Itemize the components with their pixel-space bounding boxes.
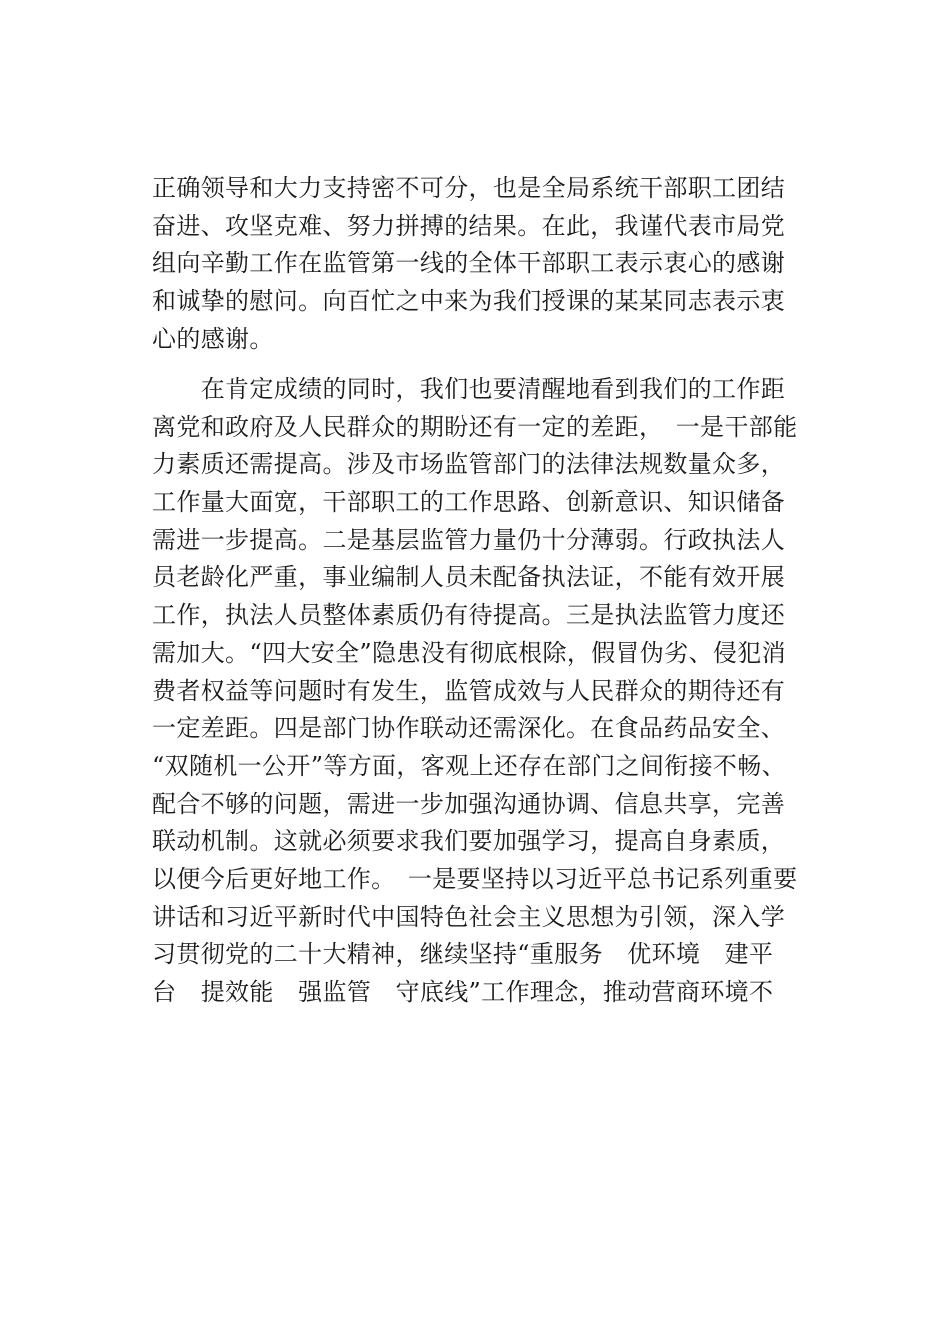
text-line: 工作，执法人员整体素质仍有待提高。三是执法监管力度还 (152, 601, 786, 630)
text-line: 员老龄化严重，事业编制人员未配备执法证，不能有效开展 (152, 563, 786, 592)
text-line: 工作量大面宽，干部职工的工作思路、创新意识、知识储备 (152, 488, 786, 517)
paragraph-2 (152, 371, 824, 1012)
text-line: “双随机一公开”等方面，客观上还存在部门之间衔接不畅、 (152, 751, 786, 780)
text-line: 费者权益等问题时有发生，监管成效与人民群众的期待还有 (152, 676, 786, 705)
text-line: 联动机制。这就必须要求我们要加强学习，提高自身素质， (152, 827, 786, 856)
text-line: 心的感谢。 (152, 324, 274, 353)
paragraph-1 (152, 170, 824, 358)
text-line: 奋进、攻坚克难、努力拼搏的结果。在此，我谨代表市局党 (152, 211, 786, 240)
text-line: 台 提效能 强监管 守底线”工作理念，推动营商环境不 (152, 978, 774, 1006)
text-line: 以便今后更好地工作。 一是要坚持以习近平总书记系列重要 (152, 864, 798, 893)
text-line: 一定差距。四是部门协作联动还需深化。在食品药品安全、 (152, 714, 786, 743)
text-line: 离党和政府及人民群众的期盼还有一定的差距， 一是干部能 (152, 412, 798, 441)
text-line: 需加大。“四大安全”隐患没有彻底根除，假冒伪劣、侵犯消 (152, 638, 786, 667)
text-line: 组向辛勤工作在监管第一线的全体干部职工表示衷心的感谢 (152, 249, 786, 278)
text-line: 讲话和习近平新时代中国特色社会主义思想为引领，深入学 (152, 902, 786, 931)
text-line: 正确领导和大力支持密不可分，也是全局系统干部职工团结 (152, 174, 786, 202)
text-line: 在肯定成绩的同时，我们也要清醒地看到我们的工作距 (152, 375, 786, 403)
text-line: 力素质还需提高。涉及市场监管部门的法律法规数量众多， (152, 450, 786, 479)
text-line: 和诚挚的慰问。向百忙之中来为我们授课的某某同志表示衷 (152, 287, 786, 316)
text-line: 习贯彻党的二十大精神，继续坚持“重服务 优环境 建平 (152, 940, 774, 969)
text-line: 需进一步提高。二是基层监管力量仍十分薄弱。行政执法人 (152, 525, 786, 554)
text-line: 配合不够的问题，需进一步加强沟通协调、信息共享，完善 (152, 789, 786, 818)
